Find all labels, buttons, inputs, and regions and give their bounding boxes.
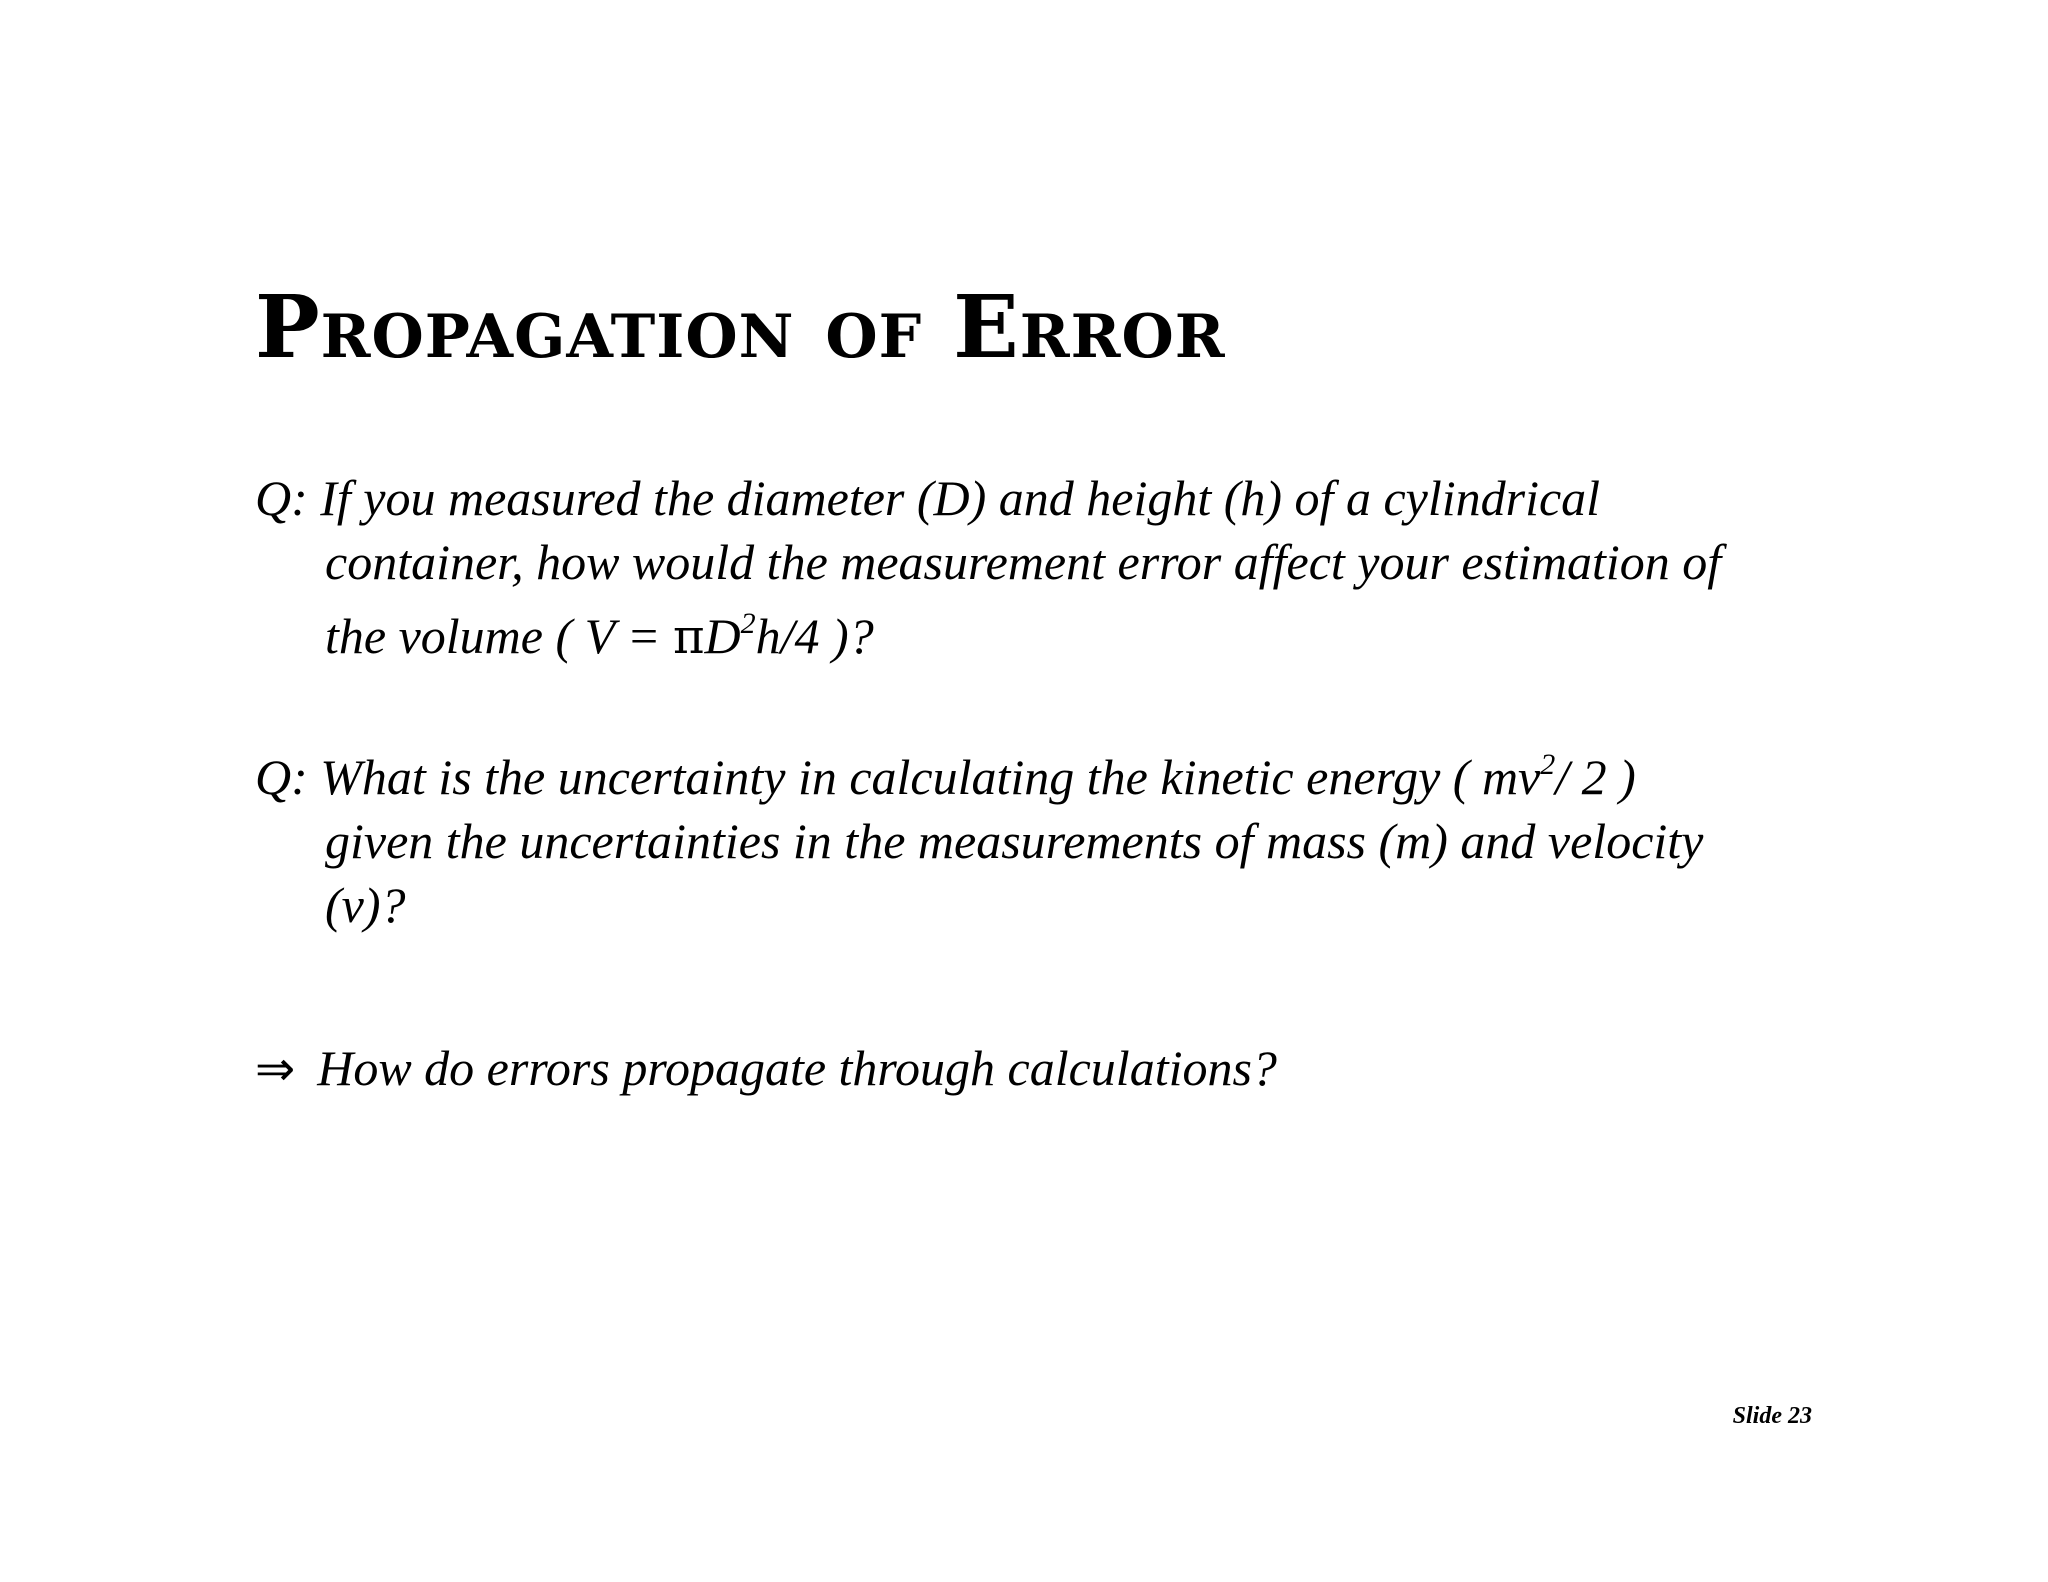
question-volume: [255, 466, 1721, 669]
conclusion-text: How do errors propagate through calculations?: [317, 1040, 1277, 1096]
question-volume-line-1: Q: If you measured the diameter (D) and height (h) of a cylindrical: [255, 470, 1601, 526]
kinetic-formula-suffix: / 2 ): [1555, 749, 1636, 805]
conclusion: [255, 1036, 1277, 1101]
question-kinetic-line-2: given the uncertainties in the measurements of mass (m) and velocity: [325, 813, 1704, 869]
pi-symbol: π: [673, 609, 705, 665]
volume-formula-exponent: 2: [740, 607, 756, 641]
question-kinetic-energy: [255, 745, 1703, 937]
volume-formula-suffix: h/4 )?: [755, 608, 874, 664]
kinetic-formula-exponent: 2: [1540, 748, 1556, 782]
volume-formula-d: D: [704, 608, 741, 664]
slide-number: Slide 23: [1732, 1403, 1812, 1429]
question-kinetic-line-3: (v)?: [325, 877, 406, 933]
slide-title: Propagation of Error: [255, 277, 1226, 378]
volume-formula-prefix: the volume ( V =: [325, 608, 673, 664]
kinetic-formula-prefix: Q: What is the uncertainty in calculating the kinetic energy ( mv: [255, 749, 1541, 805]
question-volume-line-3: [255, 604, 1721, 669]
question-kinetic-line-1: [255, 745, 1703, 809]
question-volume-line-2: container, how would the measurement error affect your estimation of: [325, 534, 1722, 590]
implies-arrow-icon: ⇒: [255, 1041, 296, 1097]
